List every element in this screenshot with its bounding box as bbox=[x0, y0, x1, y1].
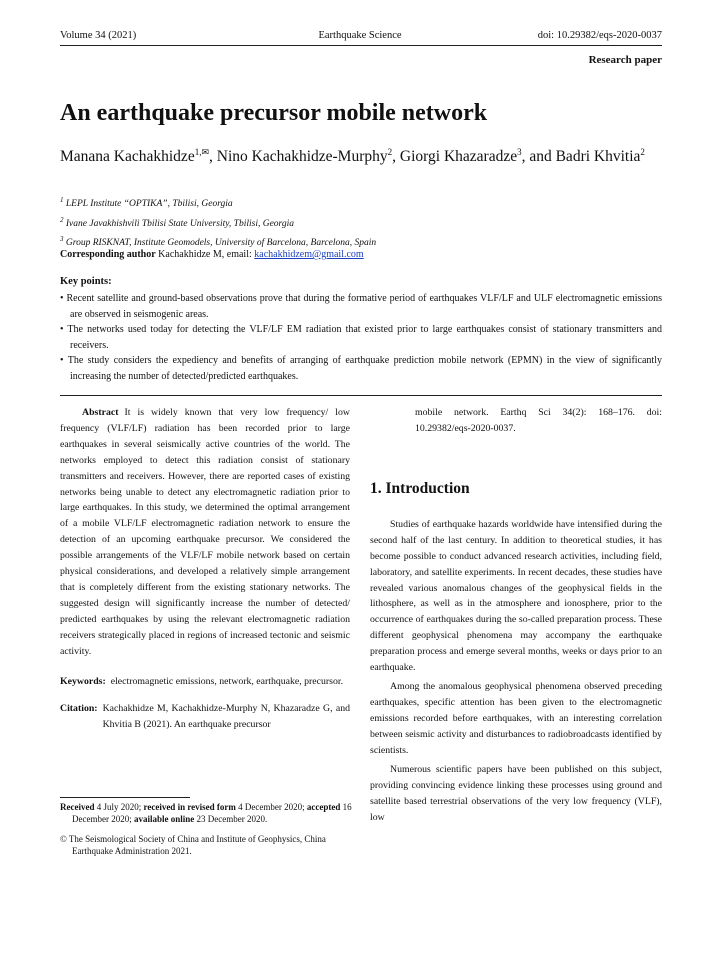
author-name: , Giorgi Khazaradze bbox=[392, 148, 518, 166]
running-header-journal: Earthquake Science bbox=[318, 30, 402, 41]
section-heading: 1. Introduction bbox=[370, 479, 470, 497]
citation-continued: mobile network. Earthq Sci 34(2): 168–176. doi: 10.29382/eqs-2020-0037. bbox=[415, 407, 662, 434]
author-name: , and Badri Khvitia bbox=[521, 148, 641, 166]
received-dates: Received 4 July 2020; received in revised form 4 December 2020; accepted 16 December 2020; available online 23 December 2020. bbox=[60, 802, 352, 825]
intro-paragraph: Numerous scientific papers have been published on this subject, providing convincing evidence linking these processes using ground and satellite based terrestrial observations of the very low frequency (VLF), low bbox=[370, 764, 662, 823]
key-points-list bbox=[60, 291, 662, 384]
affiliations bbox=[60, 193, 660, 252]
right-column bbox=[370, 405, 662, 830]
header-rule bbox=[60, 45, 662, 46]
left-column bbox=[60, 405, 350, 733]
running-header-volume: Volume 34 (2021) bbox=[60, 30, 137, 41]
intro-paragraph: Studies of earthquake hazards worldwide have intensified during the second half of the last century. In addition to theoretical studies, it has become possible to conduct advanced research activities, including field, laboratory, and satellite experiments. In recent decades, these studies have revealed various anomalous changes of the geophysical fields in the lithosphere, as well as in the atmosphere and ionosphere, prior to the occurrence of earthquakes during the so-called preparation process. These different geophysical phenomena may accompany the earthquake preparation process and emerge several months, weeks or days prior to an earthquake. bbox=[370, 519, 662, 673]
citation-text: Kachakhidze M, Kachakhidze-Murphy N, Khazaradze G, and Khvitia B (2021). An earthquake precursor bbox=[102, 703, 350, 731]
section-divider bbox=[60, 395, 662, 396]
corresponding-author: Corresponding author Kachakhidze M, email: kachakhidzem@gmail.com bbox=[60, 249, 364, 260]
abstract bbox=[60, 405, 350, 660]
corresponding-email-link[interactable]: kachakhidzem@gmail.com bbox=[254, 249, 364, 260]
keywords bbox=[60, 674, 350, 690]
author-name: , Nino Kachakhidze-Murphy bbox=[209, 148, 388, 166]
running-header-doi: doi: 10.29382/eqs-2020-0037 bbox=[537, 30, 662, 41]
footnote-rule bbox=[60, 797, 190, 798]
paper-type: Research paper bbox=[588, 54, 662, 66]
author-name: Manana Kachakhidze bbox=[60, 148, 195, 166]
author-sup: 2 bbox=[640, 147, 645, 157]
key-point-item: • Recent satellite and ground-based observations prove that during the formative period of earthquakes VLF/LF and ULF electromagnetic emissions are observed in seismogenic areas. bbox=[60, 293, 662, 320]
author-list bbox=[60, 142, 660, 167]
citation bbox=[60, 701, 350, 733]
affiliation-item: $^3$ Group RISKNAT, Institute Geomodels, University of Barcelona, Barcelona, Spain bbox=[60, 235, 377, 249]
corresponding-label: Corresponding author bbox=[60, 249, 156, 260]
key-point-item: • The networks used today for detecting the VLF/LF EM radiation that existed prior to large earthquakes consist of stationary transmitters and receivers. bbox=[60, 324, 662, 351]
author-sup: 1,✉ bbox=[194, 147, 209, 157]
citation-label: Citation: bbox=[60, 703, 98, 715]
affiliation-item: $^1$ LEPL Institute “OPTIKA”, Tbilisi, Georgia bbox=[60, 196, 233, 210]
key-point-item: • The study considers the expediency and benefits of arranging of earthquake prediction mobile network (EPMN) in the view of significantly increasing the number of detected/predicted earthquakes. bbox=[60, 355, 662, 382]
intro-paragraph: Among the anomalous geophysical phenomena observed preceding earthquakes, specific attention has been given to the electromagnetic emissions recorded before earthquakes, with an interesting correlation between seismic activity and disturbances to radiobroadcasts identified by scientists. bbox=[370, 681, 662, 756]
abstract-label: Abstract bbox=[82, 407, 119, 418]
footnotes bbox=[60, 801, 352, 857]
keywords-label: Keywords: bbox=[60, 675, 106, 687]
keywords-text: electromagnetic emissions, network, earthquake, precursor. bbox=[110, 675, 344, 687]
author-sup: 3 bbox=[517, 147, 522, 157]
affiliation-item: $^2$ Ivane Javakhishvili Tbilisi State University, Tbilisi, Georgia bbox=[60, 215, 295, 229]
paper-title: An earthquake precursor mobile network bbox=[60, 100, 488, 126]
author-sup: 2 bbox=[387, 147, 393, 157]
abstract-text: It is widely known that very low frequency/ low frequency (VLF/LF) radiation has been recorded prior to large earthquakes in several seismically active countries of the world. The networks employed to detect this radiation consist of stationary transmitters and receivers. However, there are reported cases of existing networks being unable to detect any electromagnetic radiation prior to large earthquakes. In this study, we determined the optimal arrangement of a mobile VLF/LF electromagnetic radiation network to ensure the detection of an upcoming earthquake precursor. We considered the possible arrangements of the VLF/LF mobile network based on certain physical considerations, and developed a relatively simple arrangement that is completely different from the existing stationary networks. The suggested design will significantly increase the number of detected/ predicted earthquakes by using the relevant electromagnetic radiation receivers strategically placed in regions of increased tectonic and seismic activity. bbox=[60, 407, 350, 657]
copyright-notice: © The Seismological Society of China and Institute of Geophysics, China Earthquake Administration 2021. bbox=[60, 833, 326, 856]
key-points-title: Key points: bbox=[60, 276, 112, 287]
